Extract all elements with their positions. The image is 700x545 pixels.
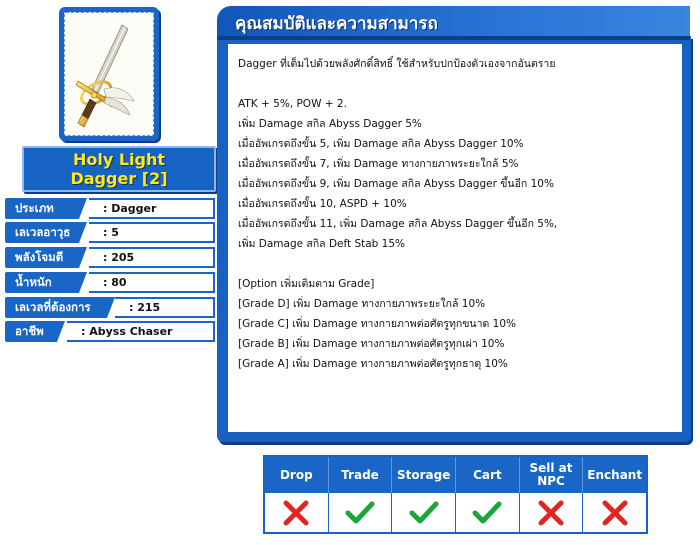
holy-light-dagger-icon — [74, 19, 144, 129]
attr-label-weight: น้ำหนัก — [5, 272, 79, 293]
attr-label-weapon-level: เลเวลอาวุธ — [5, 222, 79, 243]
trade-header-sell-at-npc: Sell at NPC — [520, 457, 584, 493]
trade-cell-trade — [329, 493, 393, 532]
description-line: เมื่ออัพเกรดถึงขั้น 9, เพิ่ม Damage สกิล Abyss Dagger ขึ้นอีก 10% — [238, 178, 554, 190]
attr-row-attack — [5, 247, 215, 268]
check-icon — [408, 499, 440, 527]
trade-table-body — [265, 493, 646, 532]
attr-label-required-level: เลเวลที่ต้องการ — [5, 297, 107, 318]
description-line: [Grade D] เพิ่ม Damage ทางกายภาพระยะใกล้ 10% — [238, 298, 486, 310]
attr-row-weapon-level — [5, 222, 215, 243]
properties-body — [228, 44, 682, 432]
check-icon — [344, 499, 376, 527]
description-line: เมื่ออัพเกรดถึงขั้น 7, เพิ่ม Damage ทางกายภาพระยะใกล้ 5% — [238, 158, 519, 170]
trade-header-storage: Storage — [392, 457, 456, 493]
trade-cell-cart — [456, 493, 520, 532]
description-line: [Option เพิ่มเติมตาม Grade] — [238, 278, 375, 290]
attr-value-job: : Abyss Chaser — [67, 321, 215, 342]
description-line — [238, 254, 672, 274]
properties-title-bar — [217, 6, 690, 36]
attr-row-weight — [5, 272, 215, 293]
trade-cell-storage — [392, 493, 456, 532]
trade-table-header — [265, 457, 646, 493]
description-line: [Grade B] เพิ่ม Damage ทางกายภาพต่อศัตรูทุกเผ่า 10% — [238, 338, 505, 350]
description-line: เพิ่ม Damage สกิล Deft Stab 15% — [238, 238, 406, 250]
attr-value-type: : Dagger — [89, 198, 215, 219]
attr-row-required-level — [5, 297, 215, 318]
item-image-frame — [64, 12, 154, 136]
trade-header-drop: Drop — [265, 457, 329, 493]
attr-label-attack: พลังโจมตี — [5, 247, 79, 268]
trade-cell-enchant — [583, 493, 646, 532]
attr-value-weight: : 80 — [89, 272, 215, 293]
attr-value-required-level: : 215 — [115, 297, 215, 318]
check-icon — [471, 499, 503, 527]
properties-title: คุณสมบัติและความสามารถ — [235, 14, 438, 34]
description-line: [Grade C] เพิ่ม Damage ทางกายภาพต่อศัตรูทุกขนาด 10% — [238, 318, 516, 330]
description-line — [238, 74, 672, 94]
item-image-card — [59, 7, 159, 141]
description-line: เมื่ออัพเกรดถึงขั้น 11, เพิ่ม Damage สกิล Abyss Dagger ขึ้นอีก 5%, — [238, 218, 558, 230]
attr-value-weapon-level: : 5 — [89, 222, 215, 243]
trade-cell-sell-at-npc — [520, 493, 584, 532]
attr-value-attack: : 205 — [89, 247, 215, 268]
description-line: เพิ่ม Damage สกิล Abyss Dagger 5% — [238, 118, 422, 130]
description-line: เมื่ออัพเกรดถึงขั้น 10, ASPD + 10% — [238, 198, 407, 210]
description-line: เมื่ออัพเกรดถึงขั้น 5, เพิ่ม Damage สกิล Abyss Dagger 10% — [238, 138, 524, 150]
description-line: [Grade A] เพิ่ม Damage ทางกายภาพต่อศัตรูทุกธาตุ 10% — [238, 358, 508, 370]
description-line: ATK + 5%, POW + 2. — [238, 98, 347, 110]
item-name-line2: Dagger [2] — [70, 169, 168, 188]
cross-icon — [280, 499, 312, 527]
attr-label-type: ประเภท — [5, 198, 79, 219]
trade-cell-drop — [265, 493, 329, 532]
cross-icon — [599, 499, 631, 527]
trade-header-cart: Cart — [456, 457, 520, 493]
attr-row-type — [5, 198, 215, 219]
cross-icon — [535, 499, 567, 527]
description-line: Dagger ที่เต็มไปด้วยพลังศักดิ์สิทธิ์ ใช้สำหรับปกป้องตัวเองจากอันตราย — [238, 58, 556, 70]
attr-row-job — [5, 321, 215, 342]
trade-header-trade: Trade — [329, 457, 393, 493]
item-name-line1: Holy Light — [72, 150, 166, 169]
trade-header-enchant: Enchant — [587, 467, 643, 482]
attr-label-job: อาชีพ — [5, 321, 57, 342]
item-name-box — [22, 146, 216, 192]
trade-restrictions-table — [263, 455, 648, 534]
